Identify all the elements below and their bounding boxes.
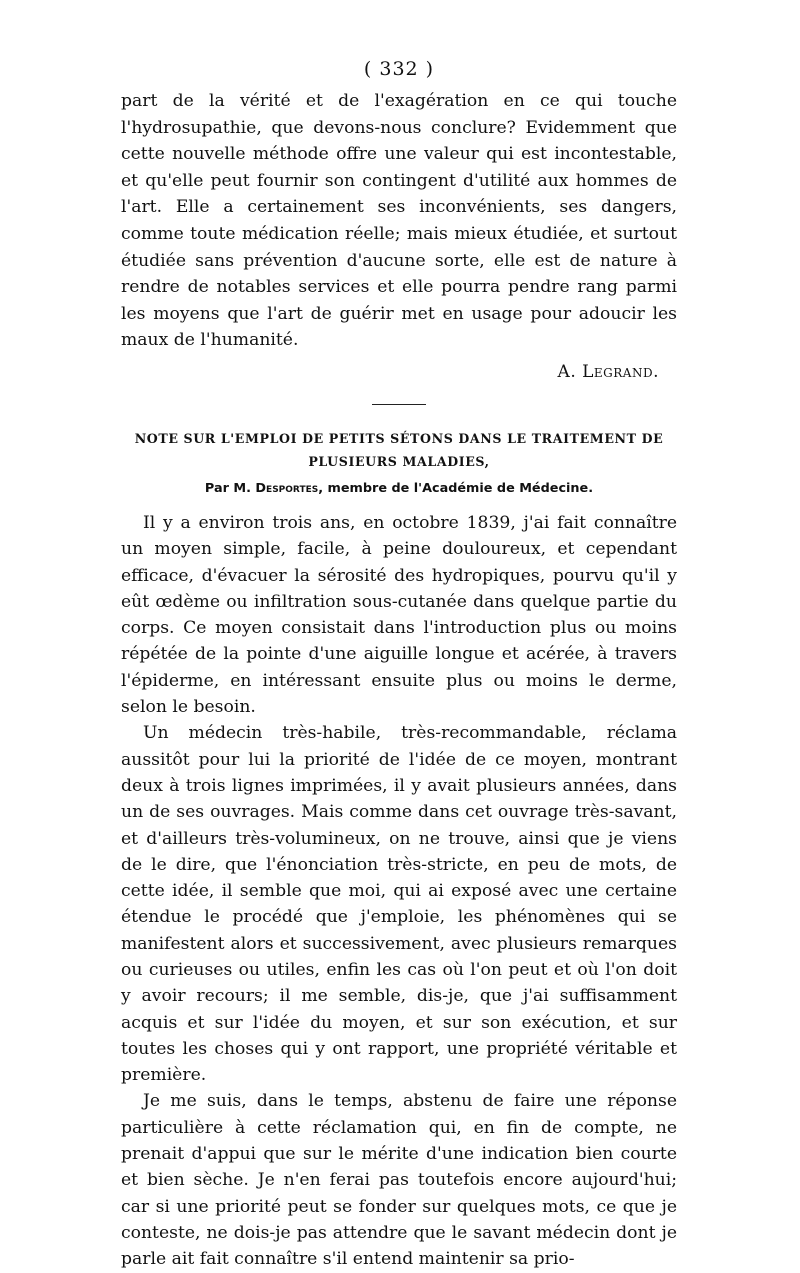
byline-prefix: Par M. — [204, 480, 256, 496]
document-page — [121, 58, 677, 1273]
note-body — [121, 510, 677, 1273]
body-paragraph-2: Un médecin très-habile, très-recommandable, réclama aussitôt pour lui la priorité de l'idée de ce moyen, montrant deux à trois lignes imprimées, il y avait plusieurs années, dans un de ses ouvrages. Mais comme dans cet ouvrage très-savant, et d'ailleurs très-volumineux, on ne trouve, ainsi que je viens de le dire, que l'énonciation très-stricte, en peu de mots, de cette idée, il semble que moi, qui ai exposé avec une certaine étendue le procédé que j'emploie, les phénomènes qui se manifestent alors et successivement, avec plusieurs remarques ou curieuses ou utiles, enfin les cas où l'on peut et où l'on doit y avoir recours; il me semble, dis-je, que j'ai suffisamment acquis et sur l'idée du moyen, et sur son exécution, et sur toutes les choses qui y ont rapport, une propriété véritable et première. — [121, 723, 677, 1086]
byline-suffix: , membre de l'Académie de Médecine. — [318, 480, 594, 496]
byline — [121, 481, 677, 496]
section-divider — [372, 404, 426, 405]
body-paragraph-1: Il y a environ trois ans, en octobre 1839, j'ai fait connaître un moyen simple, facile, à peine douloureux, et cependant efficace, d'évacuer la sérosité des hydropiques, pourvu qu'il y eût œdème ou infiltration sous-cutanée dans quelque partie du corps. Ce moyen consistait dans l'introduction plus ou moins répétée de la pointe d'une aiguille longue et acérée, à travers l'épiderme, en intéressant ensuite plus ou moins le derme, selon le besoin. — [121, 512, 677, 718]
byline-author: Desportes — [255, 480, 319, 496]
page-number: ( 332 ) — [363, 58, 435, 80]
body-paragraph-3: Je me suis, dans le temps, abstenu de faire une réponse particulière à cette réclamation qui, en fin de compte, ne prenait d'appui que sur le mérite d'une indication bien courte et bien sèche. Je n'en ferai pas toutefois encore aujourd'hui; car si une priorité peut se fonder sur quelques mots, ce que je conteste, ne dois-je pas attendre que le savant médecin dont je parle ait fait connaître s'il entend maintenir sa prio- — [121, 1091, 677, 1270]
intro-paragraph: part de la vérité et de l'exagération en ce qui touche l'hydrosupathie, que devons-nous conclure? Evidemment que cette nouvelle méthode offre une valeur qui est incontestable, et qu'elle peut fournir son contingent d'utilité aux hommes de l'art. Elle a certainement ses inconvénients, ses dangers, comme toute médication réelle; mais mieux étudiée, et surtout étudiée sans prévention d'aucune sorte, elle est de nature à rendre de notables services et elle pourra pendre rang parmi les moyens que l'art de guérir met en usage pour adoucir les maux de l'humanité. — [121, 91, 677, 351]
author-signature: A. Legrand. — [557, 361, 659, 382]
note-title: NOTE SUR L'EMPLOI DE PETITS SÉTONS DANS LE TRAITEMENT DE PLUSIEURS MALADIES, — [134, 430, 664, 469]
